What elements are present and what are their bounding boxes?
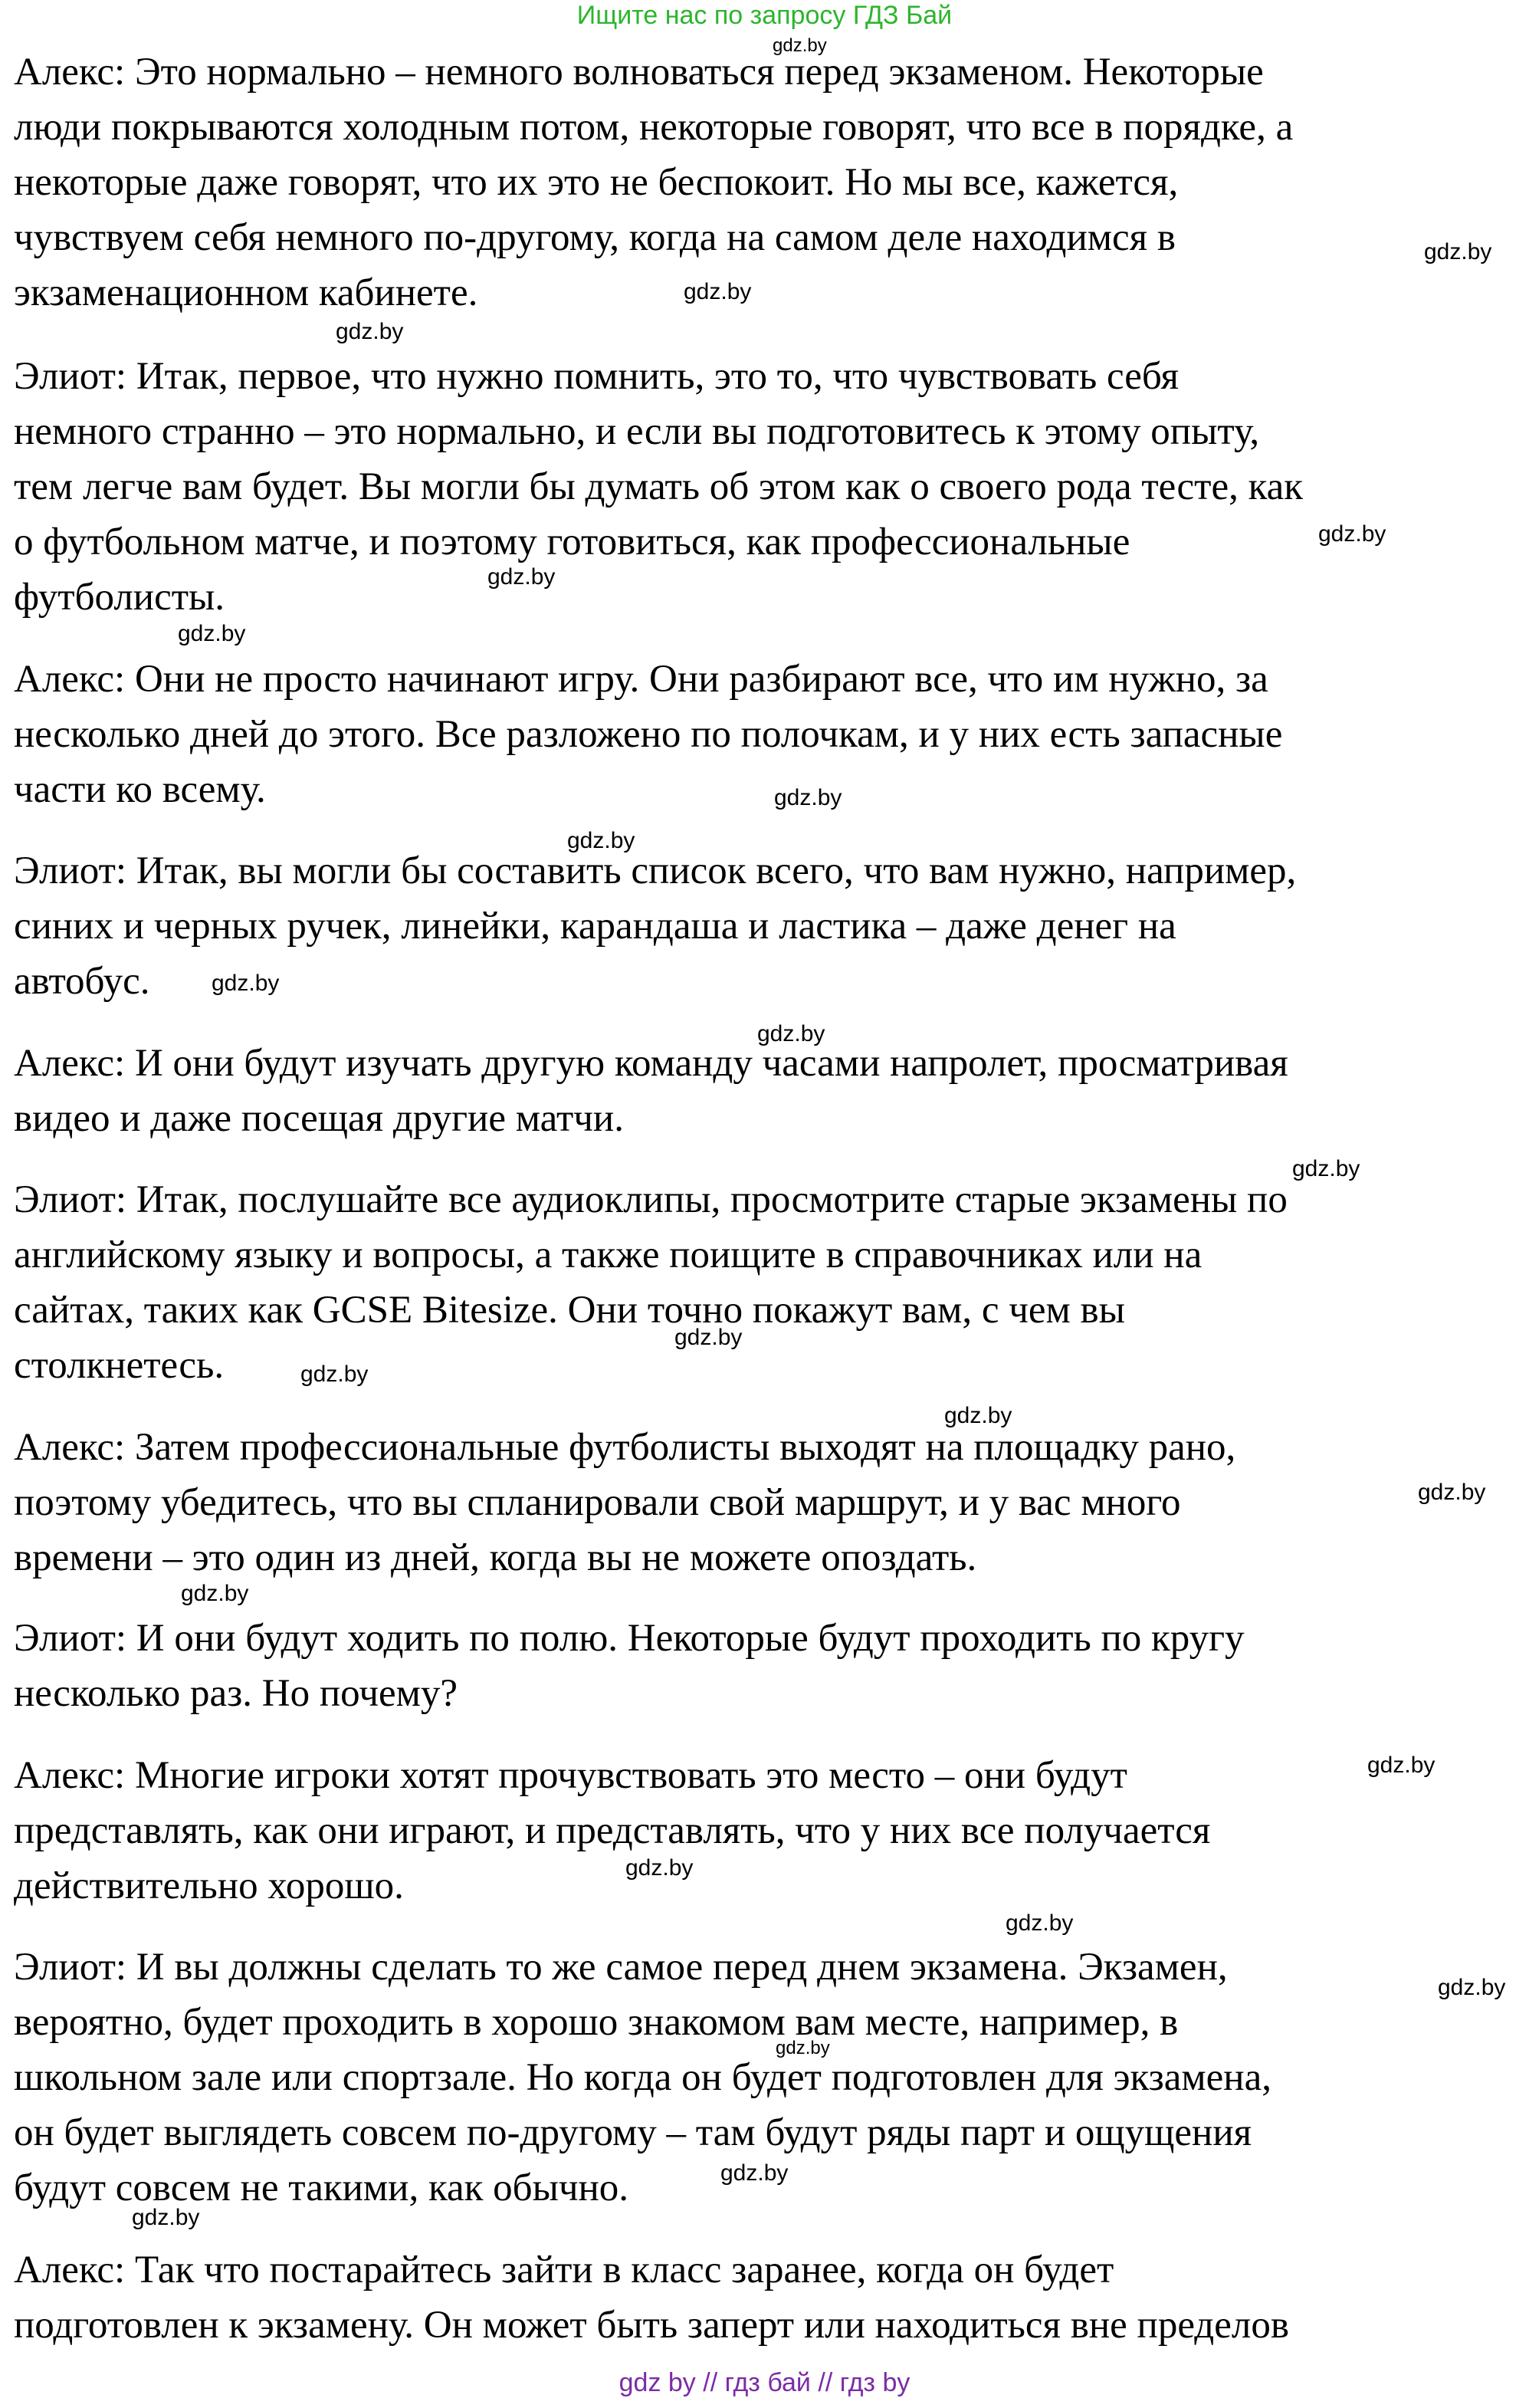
- paragraph-line: действительно хорошо.: [14, 1864, 404, 1907]
- paragraph-line: будут совсем не такими, как обычно.: [14, 2167, 629, 2209]
- watermark: gdz.by: [178, 621, 246, 646]
- watermark: gdz.by: [567, 828, 635, 853]
- paragraph-line: Алекс: Они не просто начинают игру. Они разбирают все, что им нужно, за: [14, 658, 1268, 701]
- paragraph-line: о футбольном матче, и поэтому готовиться, как профессиональные: [14, 521, 1130, 563]
- dialogue-paragraph-8: [14, 1611, 1516, 1721]
- watermark: gdz.by: [181, 1581, 249, 1606]
- watermark: gdz.by: [1318, 521, 1386, 547]
- watermark: gdz.by: [625, 1855, 694, 1881]
- paragraph-line: Алекс: И они будут изучать другую команду часами напролет, просматривая: [14, 1042, 1288, 1085]
- paragraph-line: видео и даже посещая другие матчи.: [14, 1097, 624, 1140]
- paragraph-line: Алекс: Затем профессиональные футболисты выходят на площадку рано,: [14, 1426, 1236, 1469]
- paragraph-line: чувствуем себя немного по-другому, когда на самом деле находимся в: [14, 216, 1176, 259]
- paragraph-line: Алекс: Так что постарайтесь зайти в класс заранее, когда он будет: [14, 2249, 1114, 2291]
- dialogue-paragraph-11: [14, 2242, 1516, 2353]
- paragraph-line: он будет выглядеть совсем по-другому – там будут ряды парт и ощущения: [14, 2111, 1252, 2154]
- watermark: gdz.by: [300, 1362, 369, 1387]
- paragraph-line: синих и черных ручек, линейки, карандаша и ластика – даже денег на: [14, 905, 1176, 948]
- watermark: gdz.by: [1424, 239, 1492, 264]
- watermark: gdz.by: [674, 1325, 743, 1350]
- dialogue-paragraph-9: [14, 1748, 1516, 1914]
- dialogue-paragraph-3: [14, 652, 1516, 817]
- paragraph-line: Элиот: Итак, первое, что нужно помнить, это то, что чувствовать себя: [14, 355, 1180, 398]
- paragraph-line: Элиот: И они будут ходить по полю. Некоторые будут проходить по кругу: [14, 1617, 1245, 1660]
- paragraph-line: Элиот: И вы должны сделать то же самое перед днем экзамена. Экзамен,: [14, 1946, 1228, 1989]
- paragraph-line: школьном зале или спортзале. Но когда он будет подготовлен для экзамена,: [14, 2056, 1271, 2099]
- paragraph-line: тем легче вам будет. Вы могли бы думать об этом как о своего рода тесте, как: [14, 465, 1304, 508]
- paragraph-line: несколько дней до этого. Все разложено по полочкам, и у них есть запасные: [14, 713, 1283, 756]
- dialogue-paragraph-1: [14, 44, 1516, 320]
- watermark: gdz.by: [1006, 1910, 1074, 1936]
- watermark: gdz.by: [1367, 1753, 1435, 1778]
- footer-banner: gdz by // гдз бай // гдз by: [618, 2368, 911, 2397]
- paragraph-line: части ко всему.: [14, 768, 266, 811]
- paragraph-line: футболисты.: [14, 576, 225, 619]
- watermark: gdz.by: [132, 2205, 200, 2230]
- paragraph-line: люди покрываются холодным потом, некоторые говорят, что все в порядке, а: [14, 106, 1294, 149]
- watermark: gdz.by: [1418, 1480, 1486, 1505]
- watermark: gdz.by: [776, 2038, 830, 2058]
- paragraph-line: английскому языку и вопросы, а также поищите в справочниках или на: [14, 1234, 1203, 1276]
- dialogue-paragraph-7: [14, 1420, 1516, 1585]
- paragraph-line: Элиот: Итак, вы могли бы составить список всего, что вам нужно, например,: [14, 849, 1297, 892]
- dialogue-paragraph-6: [14, 1172, 1516, 1393]
- paragraph-line: немного странно – это нормально, и если вы подготовитесь к этому опыту,: [14, 410, 1260, 453]
- watermark: gdz.by: [684, 279, 752, 304]
- paragraph-line: несколько раз. Но почему?: [14, 1672, 458, 1715]
- watermark: gdz.by: [774, 785, 842, 810]
- paragraph-line: сайтах, таких как GCSE Bitesize. Они точно покажут вам, с чем вы: [14, 1289, 1125, 1332]
- paragraph-line: представлять, как они играют, и представлять, что у них все получается: [14, 1809, 1211, 1852]
- paragraph-line: Элиот: Итак, послушайте все аудиоклипы, просмотрите старые экзамены по: [14, 1178, 1288, 1221]
- watermark: gdz.by: [212, 971, 280, 996]
- watermark: gdz.by: [757, 1021, 825, 1046]
- watermark: gdz.by: [944, 1403, 1012, 1428]
- watermark: gdz.by: [773, 35, 827, 56]
- paragraph-line: столкнетесь.: [14, 1344, 225, 1387]
- paragraph-line: Алекс: Это нормально – немного волноваться перед экзаменом. Некоторые: [14, 51, 1264, 94]
- paragraph-line: автобус.: [14, 960, 150, 1003]
- header-banner: Ищите нас по запросу ГДЗ Бай: [576, 1, 953, 30]
- paragraph-line: Алекс: Многие игроки хотят прочувствовать это место – они будут: [14, 1754, 1127, 1797]
- dialogue-paragraph-5: [14, 1036, 1516, 1146]
- paragraph-line: вероятно, будет проходить в хорошо знакомом вам месте, например, в: [14, 2001, 1179, 2044]
- watermark: gdz.by: [487, 564, 556, 590]
- watermark: gdz.by: [336, 319, 404, 344]
- watermark: gdz.by: [720, 2160, 789, 2186]
- dialogue-paragraph-2: [14, 349, 1516, 625]
- paragraph-line: подготовлен к экзамену. Он может быть заперт или находиться вне пределов: [14, 2304, 1289, 2347]
- paragraph-line: времени – это один из дней, когда вы не можете опоздать.: [14, 1536, 977, 1579]
- paragraph-line: экзаменационном кабинете.: [14, 271, 478, 314]
- paragraph-line: некоторые даже говорят, что их это не беспокоит. Но мы все, кажется,: [14, 161, 1179, 204]
- paragraph-line: поэтому убедитесь, что вы спланировали свой маршрут, и у вас много: [14, 1481, 1181, 1524]
- watermark: gdz.by: [1438, 1975, 1506, 2000]
- watermark: gdz.by: [1292, 1156, 1360, 1181]
